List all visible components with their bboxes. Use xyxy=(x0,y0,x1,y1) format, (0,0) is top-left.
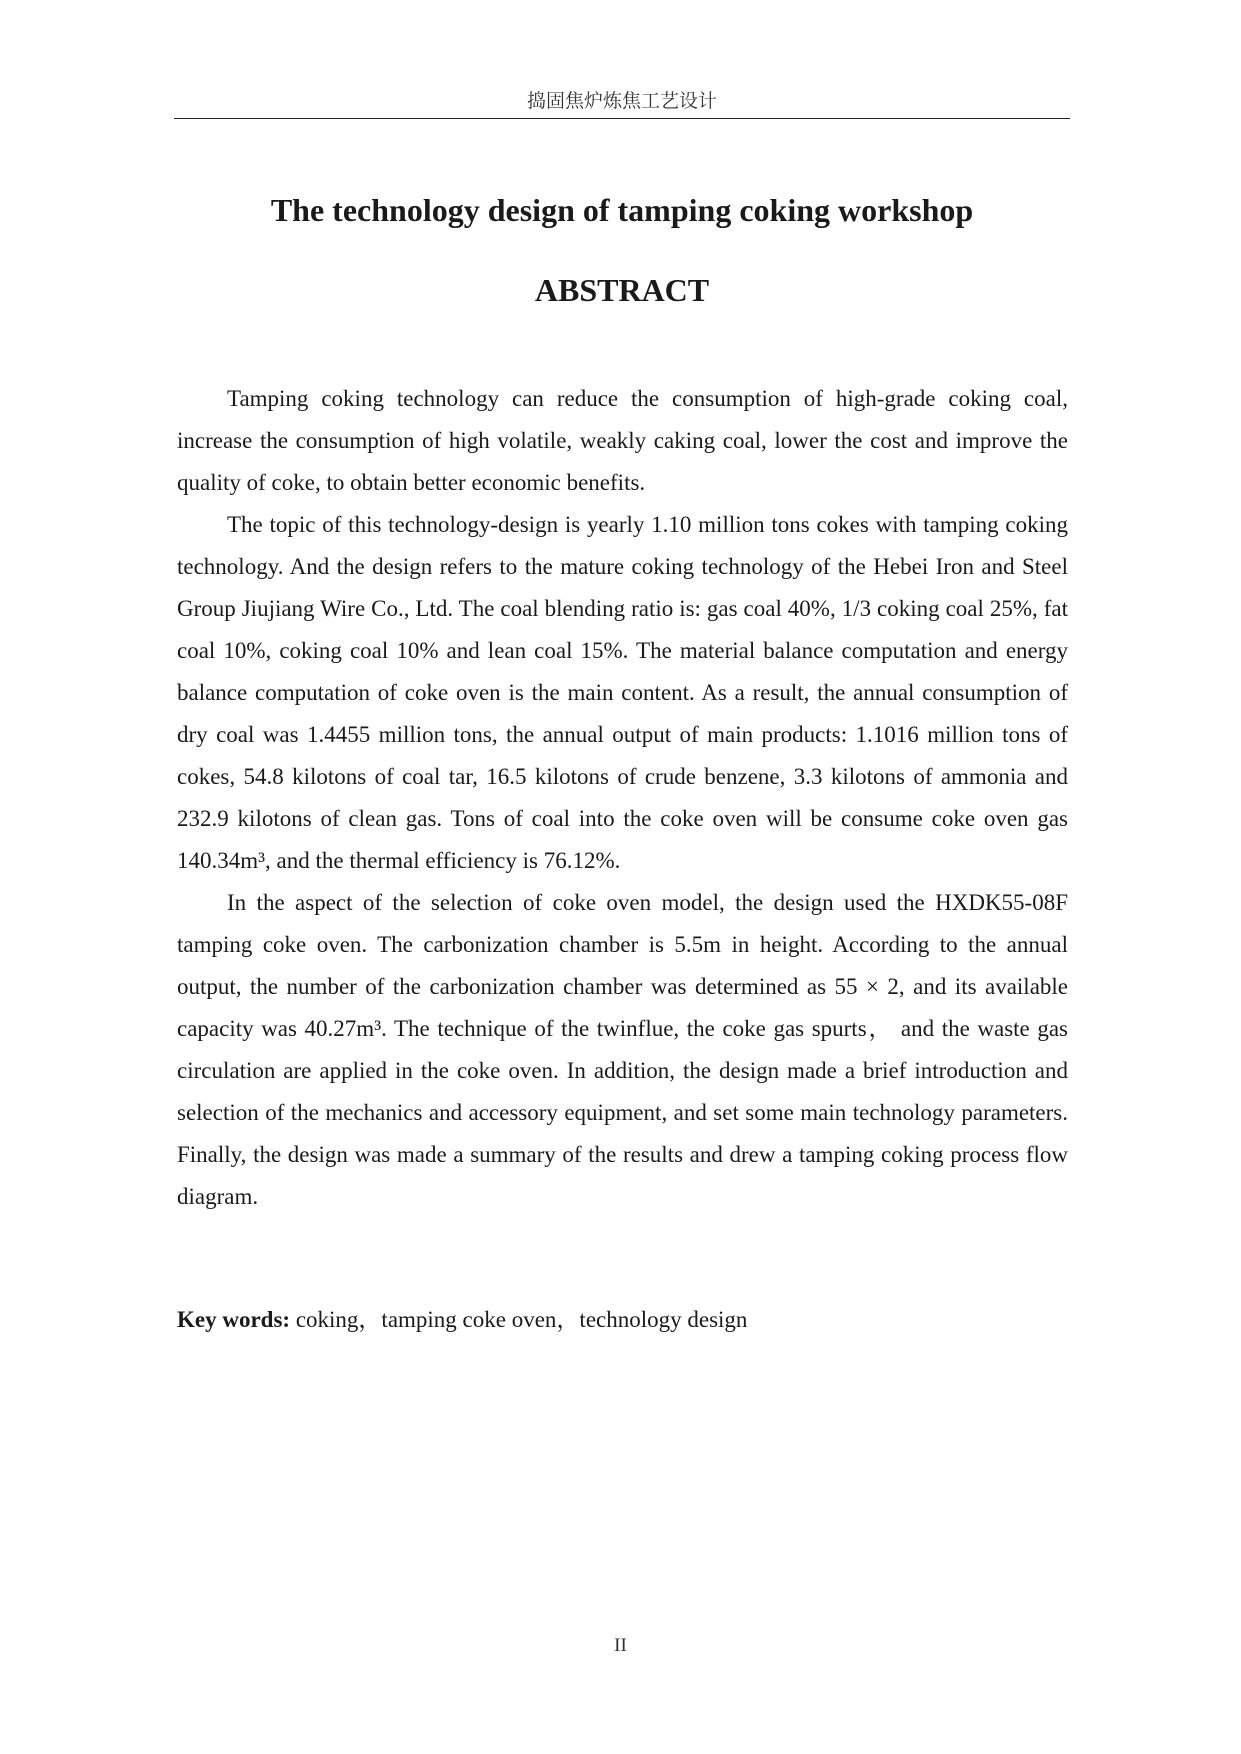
page-number: II xyxy=(614,1635,627,1656)
keywords-label: Key words: xyxy=(177,1307,291,1332)
keywords-line xyxy=(177,1299,1068,1341)
paper-title: The technology design of tamping coking workshop xyxy=(270,192,974,228)
running-header xyxy=(174,84,1070,119)
abstract-paragraph: The topic of this technology-design is yearly 1.10 million tons cokes with tamping coking technology. And the design refers to the mature coking technology of the Hebei Iron and Steel Group Jiujiang Wire Co., Ltd. The coal blending ratio is: gas coal 40%, 1/3 coking coal 25%, fat coal 10%, coking coal 10% and lean coal 15%. The material balance computation and energy balance computation of coke oven is the main content. As a result, the annual consumption of dry coal was 1.4455 million tons, the annual output of main products: 1.1016 million tons of cokes, 54.8 kilotons of coal tar, 16.5 kilotons of crude benzene, 3.3 kilotons of ammonia and 232.9 kilotons of clean gas. Tons of coal into the coke oven will be consume coke oven gas 140.34m³, and the thermal efficiency is 76.12%. xyxy=(177,512,1068,873)
running-title: 捣固焦炉炼焦工艺设计 xyxy=(526,90,717,112)
abstract-paragraph: In the aspect of the selection of coke oven model, the design used the HXDK55-08F tamping coke oven. The carbonization chamber is 5.5m in height. According to the annual output, the number of the carbonization chamber was determined as 55 × 2, and its available capacity was 40.27m³. The technique of the twinflue, the coke gas spurts， and the waste gas circulation are applied in the coke oven. In addition, the design made a brief introduction and selection of the mechanics and accessory equipment, and set some main technology parameters. Finally, the design was made a summary of the results and drew a tamping coking process flow diagram. xyxy=(177,890,1068,1209)
abstract-body xyxy=(177,378,1068,1218)
abstract-heading: ABSTRACT xyxy=(534,272,710,308)
abstract-paragraph: Tamping coking technology can reduce the consumption of high-grade coking coal, increase the consumption of high volatile, weakly caking coal, lower the cost and improve the quality of coke, to obtain better economic benefits. xyxy=(177,386,1068,495)
keywords-text: coking，tamping coke oven，technology design xyxy=(290,1307,748,1332)
